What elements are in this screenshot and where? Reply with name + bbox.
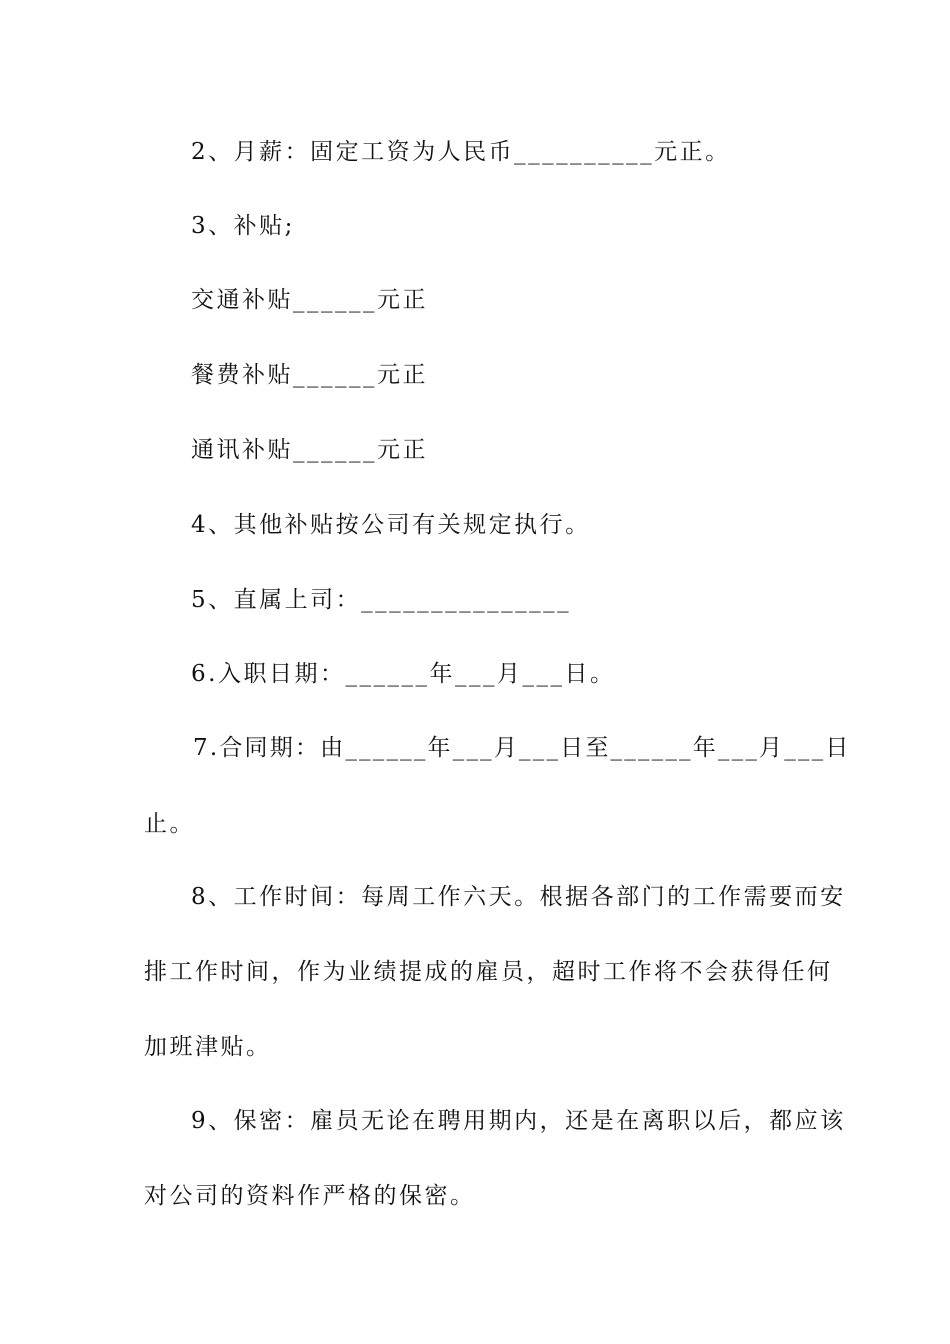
clause-confidentiality: 9、保密：雇员无论在聘用期内，还是在离职以后，都应该 — [191, 1108, 846, 1134]
clause-contract-period-end: 止。 — [144, 811, 195, 837]
clause-contract-period: 7.合同期：由______年___月___日至______年___月___日 — [193, 735, 851, 761]
clause-working-hours-end: 加班津贴。 — [144, 1034, 272, 1060]
clause-confidentiality-end: 对公司的资料作严格的保密。 — [144, 1183, 476, 1209]
clause-allowance-heading: 3、补贴; — [191, 213, 295, 239]
clause-other-allowances: 4、其他补贴按公司有关规定执行。 — [191, 512, 591, 538]
clause-direct-supervisor: 5、直属上司：_______________ — [191, 587, 572, 613]
clause-monthly-salary: 2、月薪：固定工资为人民币__________元正。 — [191, 139, 731, 165]
clause-working-hours: 8、工作时间：每周工作六天。根据各部门的工作需要而安 — [191, 884, 846, 910]
transport-allowance-line: 交通补贴______元正 — [191, 287, 428, 313]
meal-allowance-line: 餐费补贴______元正 — [191, 362, 428, 388]
clause-start-date: 6.入职日期：______年___月___日。 — [191, 661, 616, 687]
communication-allowance-line: 通讯补贴______元正 — [191, 437, 428, 463]
clause-working-hours-cont: 排工作时间，作为业绩提成的雇员，超时工作将不会获得任何 — [144, 959, 833, 985]
